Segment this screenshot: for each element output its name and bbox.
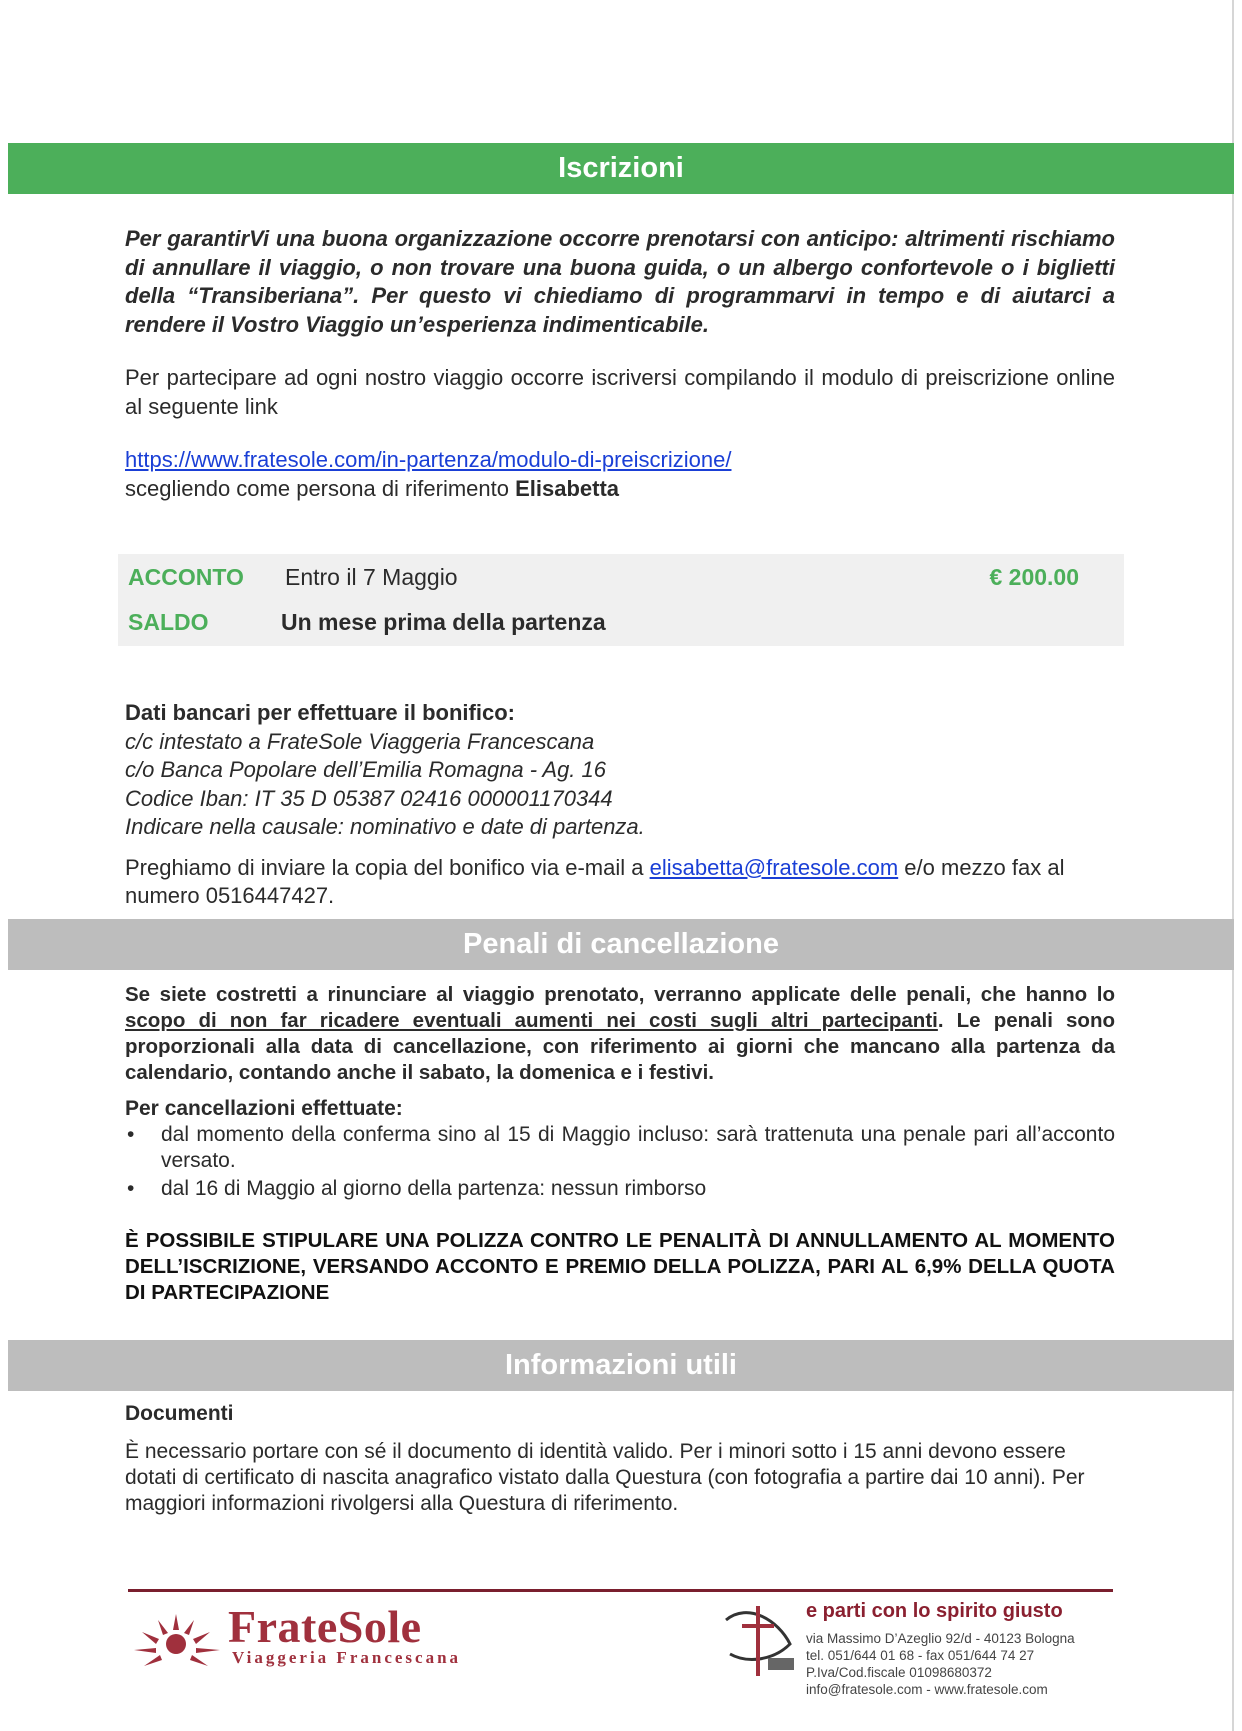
payment-label: SALDO [128,608,209,635]
penali-underlined-text: scopo di non far ricadere eventuali aumenti nei costi sugli altri partecipanti [125,1009,938,1032]
footer-phone: tel. 051/644 01 68 - fax 051/644 74 27 [806,1648,1035,1663]
documents-text: È necessario portare con sé il documento di identità valido. Per i minori sotto i 15 anni devono essere dotati di certificato di nascita anagrafico vistato dalla Questura (con fotografia a partire dai 10 anni). Per maggiori informazioni rivolgersi alla Questura di riferimento. [125,1440,1085,1515]
brand-name: FrateSole [228,1601,422,1652]
section-header-penali [8,919,1234,970]
preiscrizione-link[interactable]: https://www.fratesole.com/in-partenza/modulo-di-preiscrizione/ [125,447,732,472]
list-item [125,1176,1115,1202]
penali-text: Se siete costretti a rinunciare al viaggio prenotato, verranno applicate delle penali, che hanno lo [125,983,1115,1006]
footer-rule [128,1589,1113,1592]
payment-row-acconto [118,557,1124,597]
section-header-info [8,1340,1234,1391]
payment-row-saldo [118,602,1124,642]
intro-paragraph: Per garantirVi una buona organizzazione occorre prenotarsi con anticipo: altrimenti rischiamo di annullare il viaggio, o non trovare una buona guida, o un albergo confortevole o i biglietti della “Transiberiana”. Per questo vi chiediamo di programmarvi in tempo e di aiutarci a rendere il Vostro Viaggio un’esperienza indimenticabile. [125,226,1115,337]
reference-line [125,475,1115,504]
penali-paragraph [125,982,1115,1086]
send-copy-paragraph [125,854,1115,911]
email-link[interactable]: elisabetta@fratesole.com [649,854,899,880]
footer-vat: P.Iva/Cod.fiscale 01098680372 [806,1665,992,1680]
info-section [125,1401,1115,1517]
brand-subtitle: Viaggeria Francescana [232,1648,462,1667]
reference-name: Elisabetta [515,475,620,501]
slogan: e parti con lo spirito giusto [806,1600,1063,1622]
list-item [125,1122,1115,1174]
reference-text: scegliendo come persona di riferimento [125,475,516,501]
bank-section [125,699,1115,911]
bullet-icon: • [127,1123,135,1146]
send-copy-text: Preghiamo di inviare la copia del bonifico via e-mail a [125,854,650,880]
section-header-iscrizioni [8,143,1234,194]
payment-description: Un mese prima della partenza [281,608,606,635]
iscrizioni-section [125,225,1115,503]
bank-line: Indicare nella causale: nominativo e date di partenza. [125,814,645,839]
payment-description: Entro il 7 Maggio [285,563,458,590]
list-item-text: dal momento della conferma sino al 15 di Maggio incluso: sarà trattenuta una penale pari all’acconto versato. [161,1123,1115,1172]
footer-contact-block [718,1598,1118,1698]
bank-line: c/o Banca Popolare dell’Emilia Romagna - Ag. 16 [125,757,607,782]
fish-cross-icon [718,1600,798,1680]
cancellation-list [125,1122,1115,1202]
section-title: Penali di cancellazione [463,928,779,960]
bank-line: c/c intestato a FrateSole Viaggeria Francescana [125,728,595,754]
section-title: Iscrizioni [558,152,684,184]
bullet-icon: • [127,1177,135,1200]
footer-address: via Massimo D’Azeglio 92/d - 40123 Bologna [806,1631,1075,1646]
preiscrizione-link-line [125,446,1115,475]
send-copy-suffix: e/o mezzo fax al numero 0516447427. [125,854,1065,908]
policy-notice: È POSSIBILE STIPULARE UNA POLIZZA CONTRO LE PENALITÀ DI ANNULLAMENTO AL MOMENTO DELL’ISCRIZIONE, VERSANDO ACCONTO E PREMIO DELLA POLIZZA, PARI AL 6,9% DELLA QUOTA DI PARTECIPAZIONE [125,1229,1115,1304]
penali-section [125,982,1115,1306]
payment-label: ACCONTO [128,563,244,590]
bank-line: Codice Iban: IT 35 D 05387 02416 000001170344 [125,785,613,811]
bank-heading: Dati bancari per effettuare il bonifico: [125,700,515,725]
sun-icon [128,1600,228,1672]
payment-table [118,554,1124,646]
fratesole-logo [128,1600,488,1672]
penali-text: . Le penali sono proporzionali alla data di cancellazione, con riferimento ai giorni che mancano alla partenza da calendario, contando anche il sabato, la domenica e i festivi. [125,1009,1115,1084]
section-title: Informazioni utili [505,1349,737,1381]
cancellation-heading: Per cancellazioni effettuate: [125,1097,403,1120]
documents-heading: Documenti [125,1402,234,1425]
footer-contacts: info@fratesole.com - www.fratesole.com [806,1682,1048,1697]
list-item-text: dal 16 di Maggio al giorno della partenza: nessun rimborso [161,1177,707,1200]
participate-paragraph: Per partecipare ad ogni nostro viaggio occorre iscriversi compilando il modulo di preiscrizione online al seguente link [125,365,1115,419]
payment-amount: € 200.00 [989,563,1079,590]
